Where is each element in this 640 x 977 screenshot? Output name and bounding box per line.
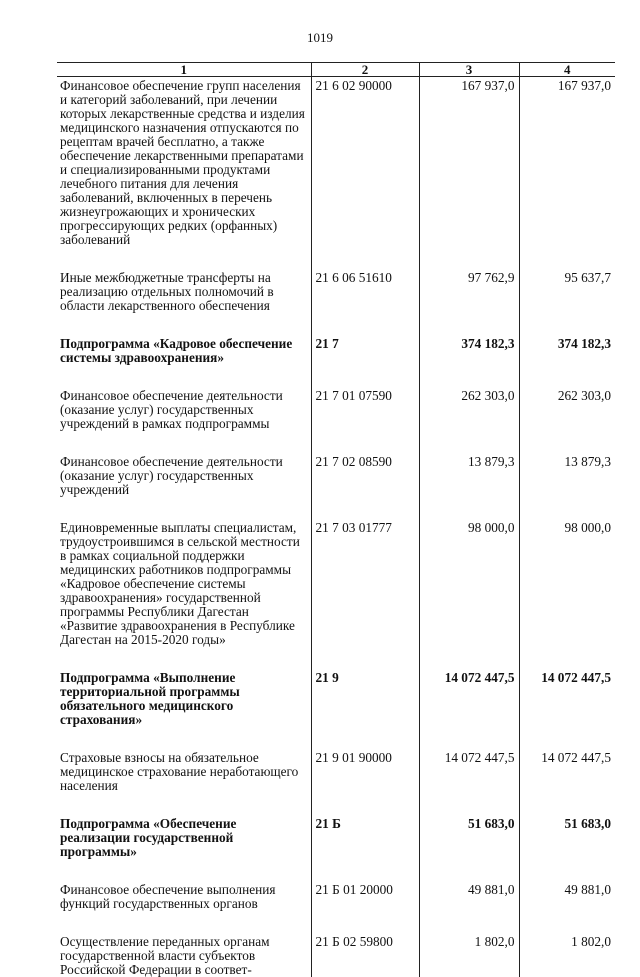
header-row bbox=[57, 63, 615, 77]
row-amount-col4: 262 303,0 bbox=[519, 387, 615, 431]
row-spacer bbox=[57, 911, 615, 933]
spacer-cell bbox=[311, 365, 419, 387]
row-amount-col3: 97 762,9 bbox=[419, 269, 519, 313]
spacer-cell bbox=[419, 431, 519, 453]
spacer-cell bbox=[519, 365, 615, 387]
spacer-cell bbox=[419, 497, 519, 519]
row-description: Финансовое обеспечение деятельности (оказание услуг) государственных учреждений bbox=[57, 453, 311, 497]
row-spacer bbox=[57, 365, 615, 387]
row-amount-col4: 98 000,0 bbox=[519, 519, 615, 647]
row-description: Финансовое обеспечение деятельности (оказание услуг) государственных учреждений в рамках подпрограммы bbox=[57, 387, 311, 431]
table-row bbox=[57, 881, 615, 911]
row-description: Подпрограмма «Выполнение территориальной программы обязательного медицинского страхования» bbox=[57, 669, 311, 727]
spacer-cell bbox=[519, 313, 615, 335]
spacer-cell bbox=[57, 247, 311, 269]
spacer-cell bbox=[311, 247, 419, 269]
row-code: 21 7 03 01777 bbox=[311, 519, 419, 647]
row-amount-col4: 95 637,7 bbox=[519, 269, 615, 313]
spacer-cell bbox=[519, 727, 615, 749]
row-spacer bbox=[57, 727, 615, 749]
row-amount-col4: 14 072 447,5 bbox=[519, 749, 615, 793]
row-code: 21 6 02 90000 bbox=[311, 77, 419, 248]
subprogram-row bbox=[57, 815, 615, 859]
budget-table bbox=[57, 62, 615, 977]
row-amount-col4: 14 072 447,5 bbox=[519, 669, 615, 727]
row-amount-col3: 98 000,0 bbox=[419, 519, 519, 647]
row-amount-col3: 374 182,3 bbox=[419, 335, 519, 365]
row-spacer bbox=[57, 793, 615, 815]
row-description: Осуществление переданных органам государственной власти субъектов Российской Федерации в соответ- bbox=[57, 933, 311, 977]
row-description: Подпрограмма «Обеспечение реализации государственной программы» bbox=[57, 815, 311, 859]
spacer-cell bbox=[311, 911, 419, 933]
column-header-2: 2 bbox=[311, 63, 419, 77]
spacer-cell bbox=[57, 365, 311, 387]
spacer-cell bbox=[57, 793, 311, 815]
spacer-cell bbox=[519, 497, 615, 519]
spacer-cell bbox=[311, 497, 419, 519]
spacer-cell bbox=[419, 793, 519, 815]
spacer-cell bbox=[311, 313, 419, 335]
table-row bbox=[57, 933, 615, 977]
spacer-cell bbox=[419, 859, 519, 881]
spacer-cell bbox=[519, 247, 615, 269]
spacer-cell bbox=[519, 911, 615, 933]
page-number: 1019 bbox=[0, 30, 640, 46]
spacer-cell bbox=[57, 497, 311, 519]
row-code: 21 7 bbox=[311, 335, 419, 365]
spacer-cell bbox=[57, 431, 311, 453]
row-amount-col3: 14 072 447,5 bbox=[419, 669, 519, 727]
column-header-1: 1 bbox=[57, 63, 311, 77]
row-amount-col3: 51 683,0 bbox=[419, 815, 519, 859]
spacer-cell bbox=[311, 859, 419, 881]
subprogram-row bbox=[57, 335, 615, 365]
spacer-cell bbox=[419, 247, 519, 269]
row-description: Иные межбюджетные трансферты на реализацию отдельных полномочий в области лекарственного обеспечения bbox=[57, 269, 311, 313]
spacer-cell bbox=[419, 313, 519, 335]
row-code: 21 Б bbox=[311, 815, 419, 859]
row-amount-col3: 13 879,3 bbox=[419, 453, 519, 497]
row-spacer bbox=[57, 497, 615, 519]
spacer-cell bbox=[419, 911, 519, 933]
row-description: Финансовое обеспечение групп населения и категорий заболеваний, при лечении которых лекарственные средства и изделия медицинского назначения отпускаются по рецептам врачей бесплатно, а также обеспечение лекарственными препаратами и специализированными продуктами лечебного питания для лечения заболеваний, включенных в перечень жизнеугрожающих и хронических прогрессирующих редких (орфанных) заболеваний bbox=[57, 77, 311, 248]
table-row bbox=[57, 77, 615, 248]
row-description: Подпрограмма «Кадровое обеспечение системы здравоохранения» bbox=[57, 335, 311, 365]
row-code: 21 9 01 90000 bbox=[311, 749, 419, 793]
table-row bbox=[57, 519, 615, 647]
row-amount-col4: 51 683,0 bbox=[519, 815, 615, 859]
spacer-cell bbox=[311, 431, 419, 453]
spacer-cell bbox=[519, 859, 615, 881]
spacer-cell bbox=[311, 793, 419, 815]
row-amount-col3: 262 303,0 bbox=[419, 387, 519, 431]
row-code: 21 Б 02 59800 bbox=[311, 933, 419, 977]
spacer-cell bbox=[519, 431, 615, 453]
row-spacer bbox=[57, 647, 615, 669]
spacer-cell bbox=[57, 911, 311, 933]
row-description: Финансовое обеспечение выполнения функций государственных органов bbox=[57, 881, 311, 911]
spacer-cell bbox=[57, 647, 311, 669]
row-spacer bbox=[57, 313, 615, 335]
row-code: 21 7 01 07590 bbox=[311, 387, 419, 431]
row-amount-col3: 49 881,0 bbox=[419, 881, 519, 911]
row-spacer bbox=[57, 247, 615, 269]
row-code: 21 7 02 08590 bbox=[311, 453, 419, 497]
row-amount-col4: 13 879,3 bbox=[519, 453, 615, 497]
table-body bbox=[57, 77, 615, 977]
spacer-cell bbox=[419, 647, 519, 669]
spacer-cell bbox=[419, 365, 519, 387]
spacer-cell bbox=[519, 647, 615, 669]
row-amount-col4: 374 182,3 bbox=[519, 335, 615, 365]
spacer-cell bbox=[57, 859, 311, 881]
spacer-cell bbox=[419, 727, 519, 749]
row-description: Единовременные выплаты специалистам, трудоустроившимся в сельской местности в рамках социальной поддержки медицинских работников подпрограммы «Кадровое обеспечение системы здравоохранения» государственной программы Республики Дагестан «Развитие здравоохранения в Республике Дагестан на 2015-2020 годы» bbox=[57, 519, 311, 647]
row-description: Страховые взносы на обязательное медицинское страхование неработающего населения bbox=[57, 749, 311, 793]
column-header-3: 3 bbox=[419, 63, 519, 77]
spacer-cell bbox=[311, 647, 419, 669]
row-amount-col3: 1 802,0 bbox=[419, 933, 519, 977]
row-code: 21 9 bbox=[311, 669, 419, 727]
table-row bbox=[57, 453, 615, 497]
spacer-cell bbox=[519, 793, 615, 815]
table-row bbox=[57, 269, 615, 313]
column-header-4: 4 bbox=[519, 63, 615, 77]
table-row bbox=[57, 749, 615, 793]
row-code: 21 6 06 51610 bbox=[311, 269, 419, 313]
row-amount-col4: 167 937,0 bbox=[519, 77, 615, 248]
spacer-cell bbox=[57, 313, 311, 335]
spacer-cell bbox=[57, 727, 311, 749]
row-code: 21 Б 01 20000 bbox=[311, 881, 419, 911]
row-amount-col4: 49 881,0 bbox=[519, 881, 615, 911]
row-amount-col4: 1 802,0 bbox=[519, 933, 615, 977]
row-spacer bbox=[57, 859, 615, 881]
table-row bbox=[57, 387, 615, 431]
row-amount-col3: 14 072 447,5 bbox=[419, 749, 519, 793]
row-spacer bbox=[57, 431, 615, 453]
spacer-cell bbox=[311, 727, 419, 749]
subprogram-row bbox=[57, 669, 615, 727]
row-amount-col3: 167 937,0 bbox=[419, 77, 519, 248]
